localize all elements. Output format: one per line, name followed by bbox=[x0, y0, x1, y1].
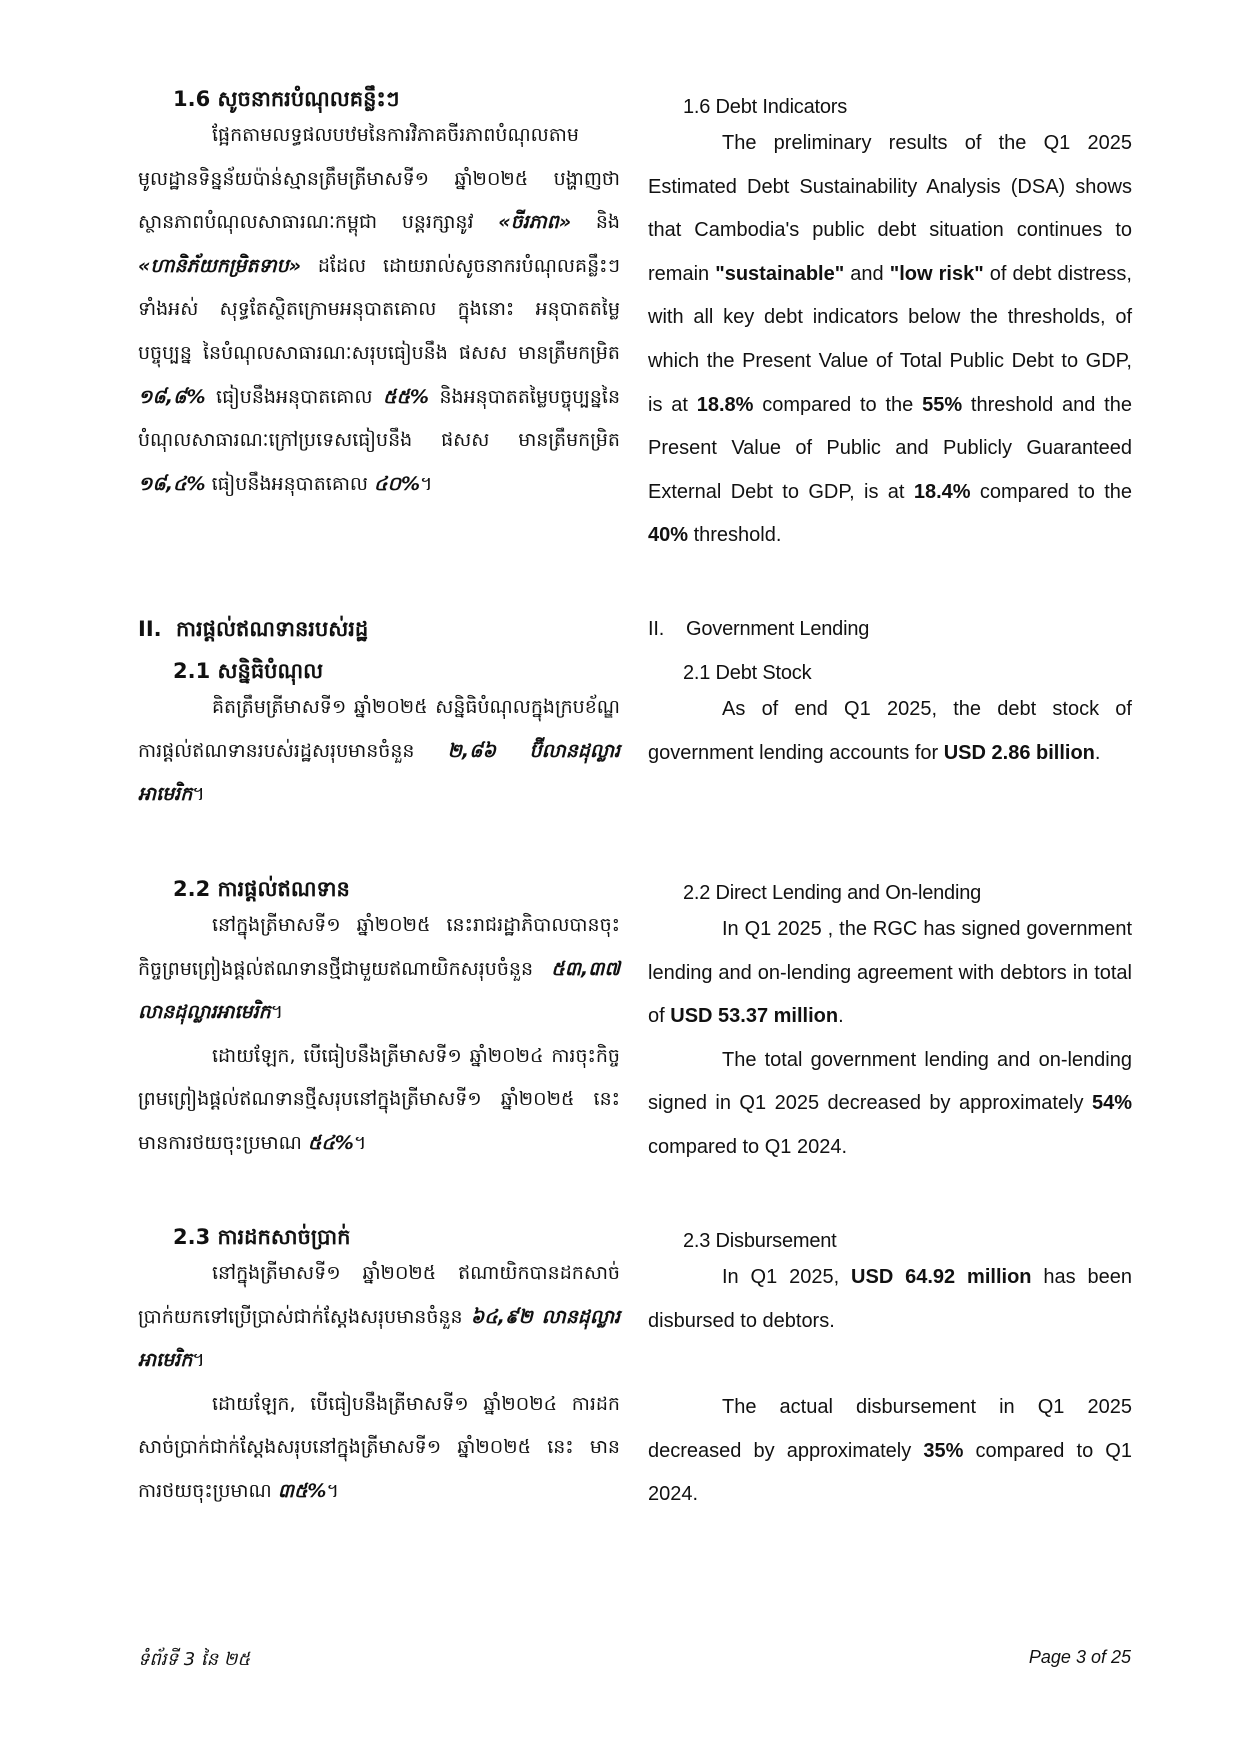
en-section-2-2-title: 2.2 Direct Lending and On-lending bbox=[683, 882, 982, 904]
en-section-1-6-paragraph: The preliminary results of the Q1 2025 Estimated Debt Sustainability Analysis (DSA) shows that Cambodia's public debt situation continues to remain "sustainable" and "low risk" of debt distress, with all key debt indicators below the thresholds, of which the Present Value of Total Public Debt to GDP, is at 18.8% compared to the 55% threshold and the Present Value of Public and Publicly Guaranteed External Debt to GDP, is at 18.4% compared to the 40% threshold. bbox=[648, 132, 1133, 547]
km-section-2-3-title: 2.3 ការដកសាច់ប្រាក់ bbox=[173, 1225, 351, 1249]
en-page-footer: Page 3 of 25 bbox=[1028, 1647, 1131, 1667]
km-section-2-2-title: 2.2 ការផ្តល់ឥណទាន bbox=[173, 877, 350, 901]
en-section-2-1-title: 2.1 Debt Stock bbox=[683, 662, 812, 684]
en-section-1-6 bbox=[648, 92, 1132, 558]
km-section-2-1 bbox=[138, 656, 620, 817]
km-section-2 bbox=[138, 614, 620, 644]
en-section-2-2-paragraph-2: The total government lending and on-lending signed in Q1 2025 decreased by approximately 54% compared to Q1 2024. bbox=[648, 1048, 1132, 1158]
km-section-2-2-paragraph-1: នៅក្នុងត្រីមាសទី១ ឆ្នាំ២០២៥ នេះរាជរដ្ឋាភិបាលបានចុះកិច្ចព្រមព្រៀងផ្តល់ឥណទានថ្មីជាមួយឥណាយិកសរុបចំនួន ៥៣,៣៧ លានដុល្លារអាមេរិក។ bbox=[138, 914, 620, 1024]
km-page-footer: ទំព័រទី 3 នៃ ២៥ bbox=[138, 1649, 251, 1670]
km-section-2-1-title: 2.1 សន្និធិបំណុល bbox=[173, 659, 324, 683]
en-section-2-2 bbox=[648, 878, 1132, 1170]
en-section-2-title: II. Government Lending bbox=[648, 618, 870, 640]
en-section-1-6-title: 1.6 Debt Indicators bbox=[683, 96, 848, 118]
km-section-2-3 bbox=[138, 1222, 620, 1514]
en-section-2-1-paragraph: As of end Q1 2025, the debt stock of government lending accounts for USD 2.86 billion. bbox=[648, 698, 1132, 764]
km-section-1-6-paragraph: ផ្អែកតាមលទ្ធផលបឋមនៃការវិភាគចីរភាពបំណុលតាមមូលដ្ឋានទិន្នន័យប៉ាន់ស្មានត្រឹមត្រីមាសទី១ ឆ្នាំ២០២៥ បង្ហាញថា ស្ថានភាពបំណុលសាធារណៈកម្ពុជា បន្តរក្សានូវ «ចីរភាព» និង «ហានិភ័យកម្រិតទាប» ដដែល ដោយរាល់សូចនាករបំណុលគន្លឹះៗទាំងអស់ សុទ្ធតែស្ថិតក្រោមអនុបាតគោល ក្នុងនោះ អនុបាតតម្លៃបច្ចុប្បន្ន នៃបំណុលសាធារណៈសរុបធៀបនឹង ផសស មានត្រឹមកម្រិត ១៨,៨% ធៀបនឹងអនុបាតគោល ៥៥% និងអនុបាតតម្លៃបច្ចុប្បន្ននៃបំណុលសាធារណៈក្រៅប្រទេសធៀបនឹង ផសស មានត្រឹមកម្រិត ១៨,៤% ធៀបនឹងអនុបាតគោល ៤០%។ bbox=[138, 124, 621, 495]
en-section-2-3-paragraph-1: In Q1 2025, USD 64.92 million has been disbursed to debtors. bbox=[648, 1266, 1132, 1332]
en-section-2-2-paragraph-1: In Q1 2025 , the RGC has signed government lending and on-lending agreement with debtors in total of USD 53.37 million. bbox=[648, 918, 1132, 1028]
km-section-2-3-paragraph-1: នៅក្នុងត្រីមាសទី១ ឆ្នាំ២០២៥ ឥណាយិកបានដកសាច់ប្រាក់យកទៅប្រើប្រាស់ជាក់ស្តែងសរុបមានចំនួន ៦៤,៩២ លានដុល្លារអាមេរិក។ bbox=[138, 1262, 620, 1372]
en-section-2-3 bbox=[648, 1226, 1132, 1517]
en-section-2 bbox=[648, 614, 1132, 644]
en-section-2-1 bbox=[648, 658, 1132, 775]
km-section-2-title: II. ការផ្តល់ឥណទានរបស់រដ្ឋ bbox=[138, 617, 369, 641]
en-section-2-3-paragraph-2: The actual disbursement in Q1 2025 decreased by approximately 35% compared to Q1 2024. bbox=[648, 1396, 1132, 1506]
km-section-2-2-paragraph-2: ដោយឡែក, បើធៀបនឹងត្រីមាសទី១ ឆ្នាំ២០២៤ ការចុះកិច្ចព្រមព្រៀងផ្តល់ឥណទានថ្មីសរុបនៅក្នុងត្រីមាសទី១ ឆ្នាំ២០២៥ នេះ មានការថយចុះប្រមាណ ៥៤%។ bbox=[138, 1044, 620, 1154]
km-section-1-6-title: 1.6 សូចនាករបំណុលគន្លឹះៗ bbox=[173, 87, 400, 111]
km-section-2-3-paragraph-2: ដោយឡែក, បើធៀបនឹងត្រីមាសទី១ ឆ្នាំ២០២៤ ការដកសាច់ប្រាក់ជាក់ស្តែងសរុបនៅក្នុងត្រីមាសទី១ ឆ្នាំ២០២៥ នេះ មានការថយចុះប្រមាណ ៣៥%។ bbox=[138, 1392, 620, 1502]
km-section-2-1-paragraph: គិតត្រឹមត្រីមាសទី១ ឆ្នាំ២០២៥ សន្និធិបំណុលក្នុងក្របខ័ណ្ឌការផ្តល់ឥណទានរបស់រដ្ឋសរុបមានចំនួន ២,៨៦ ប៊ីលានដុល្លារអាមេរិក។ bbox=[138, 696, 620, 806]
km-section-1-6 bbox=[138, 84, 620, 506]
km-section-2-2 bbox=[138, 874, 620, 1166]
en-section-2-3-title: 2.3 Disbursement bbox=[683, 1230, 837, 1252]
